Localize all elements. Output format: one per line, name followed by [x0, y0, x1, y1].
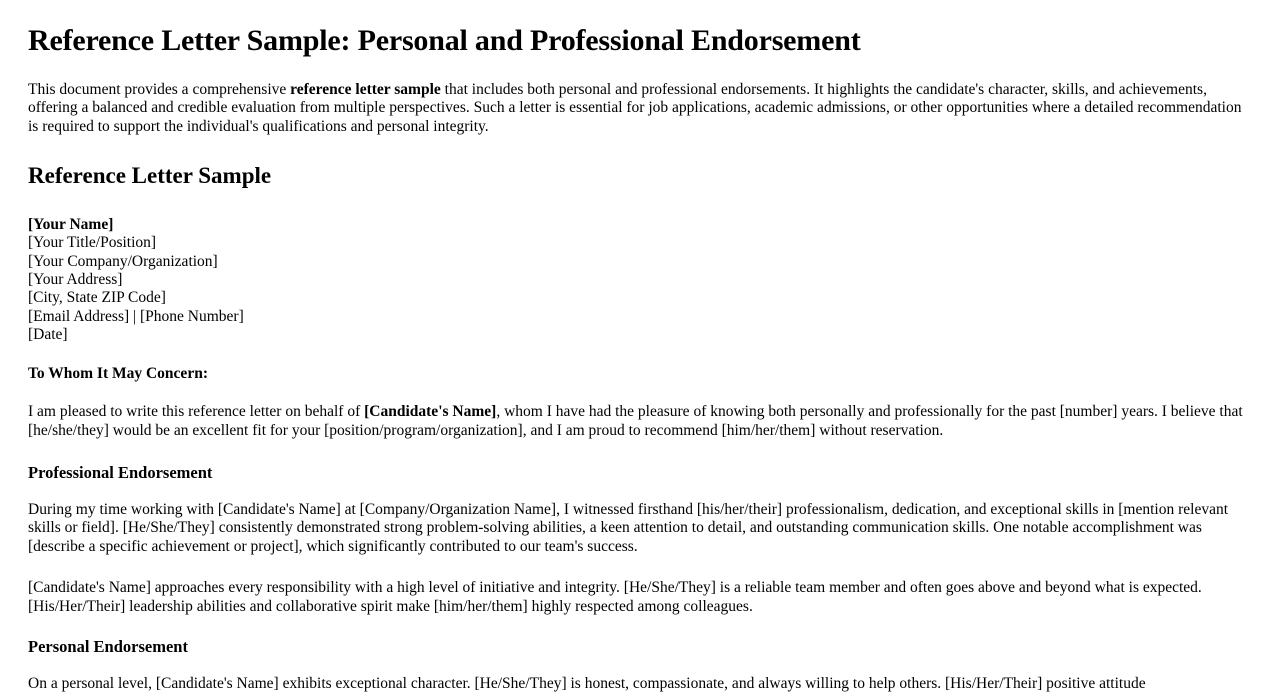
letterhead-date: [Date]: [28, 326, 68, 344]
opening-text-bold: [Candidate's Name]: [364, 402, 497, 420]
opening-text-part1: I am pleased to write this reference letter on behalf of: [28, 402, 365, 420]
letterhead-company: [Your Company/Organization]: [28, 252, 218, 270]
opening-text-part2: , whom I have had the pleasure of knowing both personally and professionally for the past [number] years. I believe that [he/she/they] would be an excellent fit for your [position/program/organization], and I am proud to recommend [him/her/them] without reservation.: [28, 402, 1243, 439]
letterhead-block: [28, 216, 1248, 345]
letterhead-title-position: [Your Title/Position]: [28, 234, 157, 252]
letterhead-city-state-zip: [City, State ZIP Code]: [28, 289, 166, 307]
intro-text-part2: that includes both personal and professional endorsements. It highlights the candidate's character, skills, and achievements, offering a balanced and credible evaluation from multiple perspectives. Such a letter is essential for job applications, academic admissions, or other opportunities where a detailed recommendation is required to support the individual's qualifications and personal integrity.: [28, 80, 1242, 136]
professional-paragraph-2: [Candidate's Name] approaches every responsibility with a high level of initiative and integrity. [He/She/They] is a reliable team member and often goes above and beyond what is expected. [His/Her/Their] leadership abilities and collaborative spirit make [him/her/them] highly respected among colleagues.: [28, 579, 1202, 616]
personal-paragraph-1: On a personal level, [Candidate's Name] exhibits exceptional character. [He/She/They] is honest, compassionate, and always willing to help others. [His/Her/Their] positive attitude: [28, 675, 1146, 693]
letterhead-name: [Your Name]: [28, 215, 114, 233]
heading-professional-endorsement: Professional Endorsement: [28, 462, 213, 482]
heading-personal-endorsement: Personal Endorsement: [28, 637, 188, 657]
letterhead-contact: [Email Address] | [Phone Number]: [28, 307, 244, 325]
letterhead-address: [Your Address]: [28, 270, 123, 288]
salutation: To Whom It May Concern:: [28, 364, 208, 382]
professional-paragraph-1: During my time working with [Candidate's Name] at [Company/Organization Name], I witnessed firsthand [his/her/their] professionalism, dedication, and exceptional skills in [mention relevant skills or field]. [He/She/They] consistently demonstrated strong problem-solving abilities, a keen attention to detail, and outstanding communication skills. One notable accomplishment was [describe a specific achievement or project], which significantly contributed to our team's success.: [28, 500, 1229, 556]
page-title: Reference Letter Sample: Personal and Professional Endorsement: [28, 24, 861, 57]
intro-text-part1: This document provides a comprehensive: [28, 80, 291, 98]
section-heading-reference-letter-sample: Reference Letter Sample: [28, 163, 272, 189]
intro-text-bold: reference letter sample: [290, 80, 441, 98]
intro-paragraph: [28, 81, 1248, 138]
opening-paragraph: [28, 403, 1248, 441]
